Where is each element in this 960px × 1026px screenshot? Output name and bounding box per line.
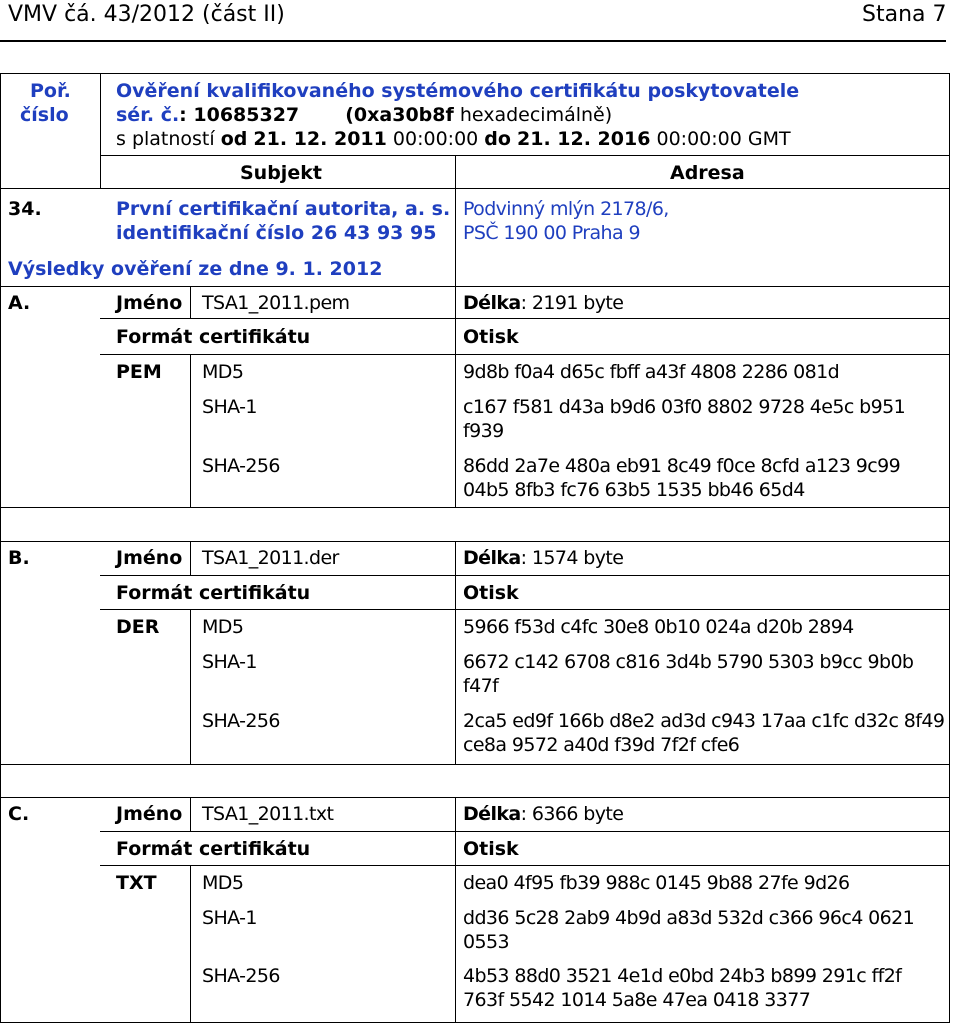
serial-label: sér. č. — [116, 104, 180, 126]
sha1-label: SHA-1 — [202, 396, 257, 418]
column-head-line2: číslo — [20, 104, 69, 126]
divider — [190, 865, 191, 1023]
divider — [0, 541, 950, 542]
sha1-value-line2: 0553 — [463, 931, 509, 953]
divider — [100, 575, 950, 576]
cert-format: DER — [116, 616, 160, 638]
row-number: 34. — [8, 198, 42, 220]
print-header: Otisk — [463, 838, 519, 860]
md5-value: dea0 4f95 fb39 988c 0145 9b88 27fe 9d26 — [463, 872, 850, 894]
cert-filename: TSA1_2011.txt — [202, 803, 334, 825]
sha1-value-line2: f939 — [463, 420, 504, 442]
sha1-label: SHA-1 — [202, 651, 257, 673]
format-header: Formát certifikátu — [116, 326, 311, 348]
header-rule — [0, 40, 946, 42]
cert-letter: B. — [8, 547, 30, 569]
sha256-value-line1: 86dd 2a7e 480a eb91 8c49 f0ce 8cfd a123 9c99 — [463, 455, 901, 477]
divider — [100, 318, 950, 319]
sha256-value-line2: 763f 5542 1014 5a8e 47ea 0418 3377 — [463, 989, 811, 1011]
name-label: Jméno — [116, 292, 183, 314]
divider — [190, 609, 191, 764]
cert-filename: TSA1_2011.pem — [202, 292, 350, 314]
divider — [190, 541, 191, 575]
divider — [0, 188, 950, 189]
divider — [455, 155, 456, 288]
length-label: Délka — [463, 803, 521, 825]
name-label: Jméno — [116, 547, 183, 569]
divider — [455, 541, 456, 764]
length-label: Délka — [463, 292, 521, 314]
sha256-label: SHA-256 — [202, 965, 280, 987]
validity-do: do — [484, 128, 511, 150]
divider — [455, 287, 456, 507]
divider — [100, 609, 950, 610]
cert-length — [463, 805, 623, 824]
sha1-value-line2: f47f — [463, 675, 499, 697]
sha1-value-line1: c167 f581 d43a b9d6 03f0 8802 9728 4e5c b951 — [463, 396, 906, 418]
address-line1: Podvinný mlýn 2178/6, — [463, 198, 669, 220]
serial-value: : 10685327 — [179, 104, 300, 126]
divider — [100, 73, 101, 188]
divider — [100, 354, 950, 355]
page-header-left: VMV čá. 43/2012 (část II) — [8, 2, 285, 27]
divider — [190, 797, 191, 831]
validity-line — [116, 130, 791, 149]
format-header: Formát certifikátu — [116, 582, 311, 604]
column-head-line1: Poř. — [30, 80, 71, 102]
sha256-value-line2: ce8a 9572 a40d f39d 7f2f cfe6 — [463, 734, 740, 756]
address-header: Adresa — [670, 162, 745, 184]
sha256-value-line1: 2ca5 ed9f 166b d8e2 ad3d c943 17aa c1fc d32c 8f49 — [463, 710, 945, 732]
certificate-title: Ověření kvalifikovaného systémového certifikátu poskytovatele — [116, 80, 800, 102]
hex-text: hexadecimálně) — [459, 104, 613, 126]
divider — [0, 286, 950, 287]
hex-value: (0xa30b8f — [345, 104, 454, 126]
divider — [100, 865, 950, 866]
print-header: Otisk — [463, 582, 519, 604]
cert-letter: A. — [8, 292, 31, 314]
subject-name: První certifikační autorita, a. s. — [116, 198, 451, 220]
name-label: Jméno — [116, 803, 183, 825]
divider — [190, 354, 191, 507]
sha256-value-line2: 04b5 8fb3 fc76 63b5 1535 bb46 65d4 — [463, 479, 805, 501]
divider — [455, 797, 456, 1023]
validity-from-date: 21. 12. 2011 — [253, 128, 387, 150]
divider — [0, 507, 950, 508]
results-label: Výsledky ověření ze dne 9. 1. 2012 — [8, 258, 383, 280]
md5-label: MD5 — [202, 872, 244, 894]
length-value: : 6366 byte — [520, 803, 624, 825]
format-header: Formát certifikátu — [116, 838, 311, 860]
validity-od: od — [220, 128, 248, 150]
divider — [0, 797, 950, 798]
address-line2: PSČ 190 00 Praha 9 — [463, 222, 640, 244]
divider — [100, 831, 950, 832]
sha1-label: SHA-1 — [202, 907, 257, 929]
validity-from-time: 00:00:00 — [392, 128, 479, 150]
serial-line — [116, 106, 612, 125]
md5-value: 5966 f53d c4fc 30e8 0b10 024a d20b 2894 — [463, 616, 854, 638]
subject-id: identifikační číslo 26 43 93 95 — [116, 222, 437, 244]
length-value: : 2191 byte — [520, 292, 624, 314]
cert-length — [463, 294, 623, 313]
cert-length — [463, 549, 623, 568]
page-header-right: Stana 7 — [862, 2, 947, 27]
sha1-value-line1: 6672 c142 6708 c816 3d4b 5790 5303 b9cc 9b0b — [463, 651, 914, 673]
validity-prefix: s platností — [116, 128, 215, 150]
md5-label: MD5 — [202, 616, 244, 638]
md5-value: 9d8b f0a4 d65c fbff a43f 4808 2286 081d — [463, 361, 840, 383]
validity-to-time: 00:00:00 GMT — [656, 128, 791, 150]
sha256-value-line1: 4b53 88d0 3521 4e1d e0bd 24b3 b899 291c ff2f — [463, 965, 902, 987]
cert-letter: C. — [8, 803, 30, 825]
divider — [190, 287, 191, 318]
sha256-label: SHA-256 — [202, 455, 280, 477]
subject-header: Subjekt — [240, 162, 322, 184]
divider — [100, 155, 950, 156]
md5-label: MD5 — [202, 361, 244, 383]
validity-to-date: 21. 12. 2016 — [517, 128, 651, 150]
length-label: Délka — [463, 547, 521, 569]
cert-format: PEM — [116, 361, 162, 383]
length-value: : 1574 byte — [520, 547, 624, 569]
cert-filename: TSA1_2011.der — [202, 547, 339, 569]
sha1-value-line1: dd36 5c28 2ab9 4b9d a83d 532d c366 96c4 0621 — [463, 907, 915, 929]
print-header: Otisk — [463, 326, 519, 348]
sha256-label: SHA-256 — [202, 710, 280, 732]
cert-format: TXT — [116, 872, 157, 894]
divider — [0, 764, 950, 765]
